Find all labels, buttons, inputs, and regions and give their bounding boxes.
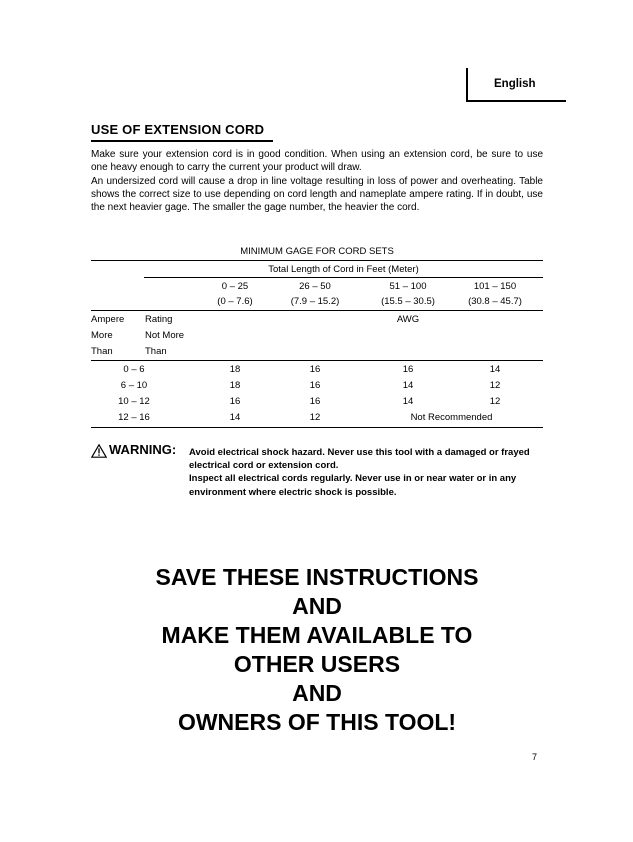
row-2-col-4: 12: [489, 380, 501, 391]
row-2-col-3: 14: [402, 380, 414, 391]
row-3-range: 10 – 12: [118, 396, 150, 407]
rating-header-line-3: Than: [145, 346, 167, 357]
row-1-range: 0 – 6: [123, 364, 145, 375]
row-2-range: 6 – 10: [120, 380, 148, 391]
col-1-feet: 0 – 25: [221, 281, 249, 292]
section-title: USE OF EXTENSION CORD: [91, 122, 265, 137]
rating-header-line-2: Not More: [145, 330, 185, 341]
row-4-col-2: 12: [309, 412, 321, 423]
notice-line-5: AND: [292, 680, 342, 706]
row-1-col-4: 14: [489, 364, 501, 375]
row-1-col-2: 16: [309, 364, 321, 375]
paragraph-undersized-cord: An undersized cord will cause a drop in line voltage resulting in loss of power and overheating. Table shows the correct size to use depending on cord length and nameplate ampere rating. If in doubt, use the next heavier gage. The smaller the gage number, the heavier the cord.: [91, 175, 543, 214]
header-bottom-rule: [91, 360, 543, 361]
warning-label: WARNING:: [109, 442, 177, 457]
col-4-feet: 101 – 150: [473, 281, 517, 292]
header-rule: [91, 310, 543, 311]
col-2-meter: (7.9 – 15.2): [290, 296, 340, 307]
ampere-header-line-2: More: [91, 330, 113, 341]
row-3-col-4: 12: [489, 396, 501, 407]
notice-line-1: SAVE THESE INSTRUCTIONS: [155, 564, 479, 590]
language-tab-border-bottom: [466, 100, 566, 102]
table-top-rule: [91, 260, 543, 261]
row-2-col-1: 18: [229, 380, 241, 391]
row-4-range: 12 – 16: [118, 412, 150, 423]
page-number: 7: [532, 752, 538, 762]
ampere-header-line-3: Than: [91, 346, 113, 357]
table-caption: MINIMUM GAGE FOR CORD SETS: [240, 246, 394, 257]
row-1-col-1: 18: [229, 364, 241, 375]
awg-label: AWG: [396, 314, 420, 325]
notice-line-3: MAKE THEM AVAILABLE TO: [161, 622, 473, 648]
section-body: [91, 148, 543, 214]
row-2-col-2: 16: [309, 380, 321, 391]
col-1-meter: (0 – 7.6): [217, 296, 253, 307]
notice-line-2: AND: [292, 593, 342, 619]
notice-line-6: OWNERS OF THIS TOOL!: [177, 709, 457, 735]
row-3-col-3: 14: [402, 396, 414, 407]
length-header: Total Length of Cord in Feet (Meter): [268, 264, 419, 275]
section-title-underline: [91, 140, 273, 142]
rating-header-line-1: Rating: [145, 314, 173, 325]
row-1-col-3: 16: [402, 364, 414, 375]
table-bottom-rule: [91, 427, 543, 428]
row-3-col-1: 16: [229, 396, 241, 407]
paragraph-condition: Make sure your extension cord is in good condition. When using an extension cord, be sure to use one heavy enough to carry the current your product will draw.: [91, 149, 543, 174]
language-label: English: [494, 78, 536, 90]
col-4-meter: (30.8 – 45.7): [468, 296, 522, 307]
col-2-feet: 26 – 50: [299, 281, 331, 292]
language-tab-border-left: [466, 68, 468, 101]
notice-line-4: OTHER USERS: [233, 651, 401, 677]
warning-triangle-icon: [91, 444, 107, 458]
length-header-rule: [144, 277, 543, 278]
row-3-col-2: 16: [309, 396, 321, 407]
warning-line-2: Inspect all electrical cords regularly. Never use in or near water or in any environment where electric shock is possible.: [189, 473, 517, 498]
col-3-meter: (15.5 – 30.5): [381, 296, 435, 307]
ampere-header-line-1: Ampere: [91, 314, 125, 325]
warning-line-1: Avoid electrical shock hazard. Never use this tool with a damaged or frayed electrical cord or extension cord.: [189, 447, 530, 472]
row-4-col-1: 14: [229, 412, 241, 423]
language-tab: [466, 68, 566, 100]
row-4-not-recommended: Not Recommended: [410, 412, 493, 423]
save-instructions-notice: [91, 563, 543, 737]
warning-text: [189, 446, 544, 499]
col-3-feet: 51 – 100: [389, 281, 427, 292]
